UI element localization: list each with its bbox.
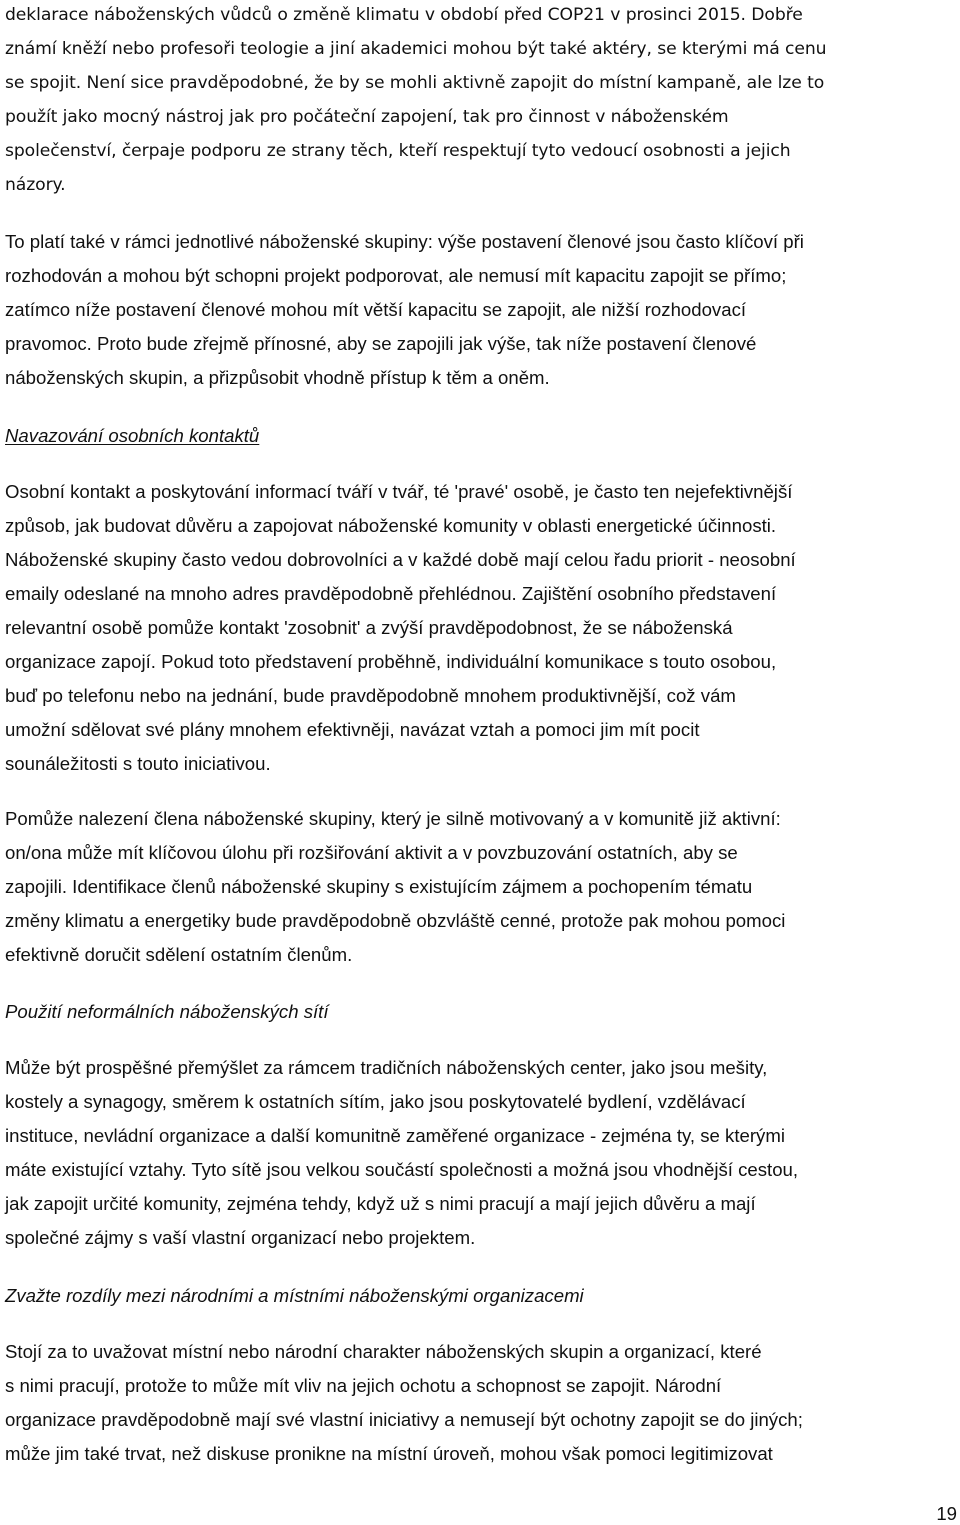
text-line: relevantní osobě pomůže kontakt 'zosobnit' a zvýší pravděpodobnost, že se náboženská bbox=[5, 617, 733, 638]
text-line: názory. bbox=[5, 175, 66, 195]
text-line: Pomůže nalezení člena náboženské skupiny, který je silně motivovaný a v komunitě již aktivní: bbox=[5, 808, 781, 829]
text-line: Může být prospěšné přemýšlet za rámcem tradičních náboženských center, jako jsou mešity, bbox=[5, 1057, 768, 1078]
paragraph-group-members bbox=[5, 225, 804, 395]
section-heading-national-vs-local: Zvažte rozdíly mezi národními a místními náboženskými organizacemi bbox=[5, 1285, 584, 1306]
text-line: Stojí za to uvažovat místní nebo národní charakter náboženských skupin a organizací, které bbox=[5, 1341, 762, 1362]
text-line: máte existující vztahy. Tyto sítě jsou velkou součástí společnosti a možná jsou vhodnější cestou, bbox=[5, 1159, 799, 1180]
text-line: pravomoc. Proto bude zřejmě přínosné, aby se zapojili jak výše, tak níže postavení členové bbox=[5, 333, 757, 354]
text-line: náboženských skupin, a přizpůsobit vhodně přístup k těm a oněm. bbox=[5, 367, 550, 388]
text-line: může jim také trvat, než diskuse pronikne na místní úroveň, mohou však pomoci legitimizovat bbox=[5, 1443, 773, 1464]
paragraph-motivated-member bbox=[5, 802, 785, 972]
text-line: změny klimatu a energetiky bude pravděpodobně obzvláště cenné, protože pak mohou pomoci bbox=[5, 910, 786, 931]
page-number: 19 bbox=[936, 1503, 957, 1524]
text-line: umožní sdělovat své plány mnohem efektivněji, navázat vztah a pomoci jim mít pocit bbox=[5, 719, 700, 740]
text-line: instituce, nevládní organizace a další komunitně zaměřené organizace - zejména ty, se kterými bbox=[5, 1125, 785, 1146]
text-line: použít jako mocný nástroj jak pro počáteční zapojení, tak pro činnost v náboženském bbox=[5, 107, 729, 127]
text-line: rozhodován a mohou být schopni projekt podporovat, ale nemusí mít kapacitu zapojit se přímo; bbox=[5, 265, 787, 286]
paragraph-national-vs-local bbox=[5, 1335, 803, 1471]
text-line: kostely a synagogy, směrem k ostatních sítím, jako jsou poskytovatelé bydlení, vzdělávací bbox=[5, 1091, 746, 1112]
text-line: se spojit. Není sice pravděpodobné, že by se mohli aktivně zapojit do místní kampaně, ale lze to bbox=[5, 73, 825, 93]
text-line: organizace zapojí. Pokud toto představení proběhně, individuální komunikace s touto osobou, bbox=[5, 651, 777, 672]
text-line: jak zapojit určité komunity, zejména tehdy, když už s nimi pracují a mají jejich důvěru a mají bbox=[5, 1193, 756, 1214]
section-heading-informal-networks: Použití neformálních náboženských sítí bbox=[5, 1001, 329, 1022]
text-line: efektivně doručit sdělení ostatním členům. bbox=[5, 944, 353, 965]
text-line: společné zájmy s vaší vlastní organizací nebo projektem. bbox=[5, 1227, 476, 1248]
paragraph-religious-leaders bbox=[5, 0, 826, 202]
paragraph-informal-networks bbox=[5, 1051, 798, 1255]
text-line: společenství, čerpaje podporu ze strany těch, kteří respektují tyto vedoucí osobnosti a jejich bbox=[5, 141, 791, 161]
text-line: zatímco níže postavení členové mohou mít větší kapacitu se zapojit, ale nižší rozhodovací bbox=[5, 299, 747, 320]
text-line: známí kněží nebo profesoři teologie a jiní akademici mohou být také aktéry, se kterými má cenu bbox=[5, 39, 827, 59]
text-line: To platí také v rámci jednotlivé náboženské skupiny: výše postavení členové jsou často klíčoví při bbox=[5, 231, 804, 252]
text-line: způsob, jak budovat důvěru a zapojovat náboženské komunity v oblasti energetické účinnosti. bbox=[5, 515, 777, 536]
text-line: deklarace náboženských vůdců o změně klimatu v období před COP21 v prosinci 2015. Dobře bbox=[5, 5, 803, 25]
text-line: Náboženské skupiny často vedou dobrovolníci a v každé době mají celou řadu priorit - neosobní bbox=[5, 549, 796, 570]
text-line: organizace pravděpodobně mají své vlastní iniciativy a nemusejí být ochotny zapojit se do jiných; bbox=[5, 1409, 803, 1430]
text-line: sounáležitosti s touto iniciativou. bbox=[5, 753, 271, 774]
text-line: Osobní kontakt a poskytování informací tváří v tvář, té 'pravé' osobě, je často ten nejefektivnější bbox=[5, 481, 793, 502]
text-line: s nimi pracují, protože to může mít vliv na jejich ochotu a schopnost se zapojit. Národní bbox=[5, 1375, 722, 1396]
text-line: zapojili. Identifikace členů náboženské skupiny s existujícím zájmem a pochopením tématu bbox=[5, 876, 753, 897]
section-heading-personal-contacts: Navazování osobních kontaktů bbox=[5, 425, 260, 446]
text-line: buď po telefonu nebo na jednání, bude pravděpodobně mnohem produktivnější, což vám bbox=[5, 685, 736, 706]
text-line: emaily odeslané na mnoho adres pravděpodobně přehlédnou. Zajištění osobního představení bbox=[5, 583, 777, 604]
paragraph-personal-contact bbox=[5, 475, 796, 781]
text-line: on/ona může mít klíčovou úlohu při rozšiřování aktivit a v povzbuzování ostatních, aby se bbox=[5, 842, 738, 863]
